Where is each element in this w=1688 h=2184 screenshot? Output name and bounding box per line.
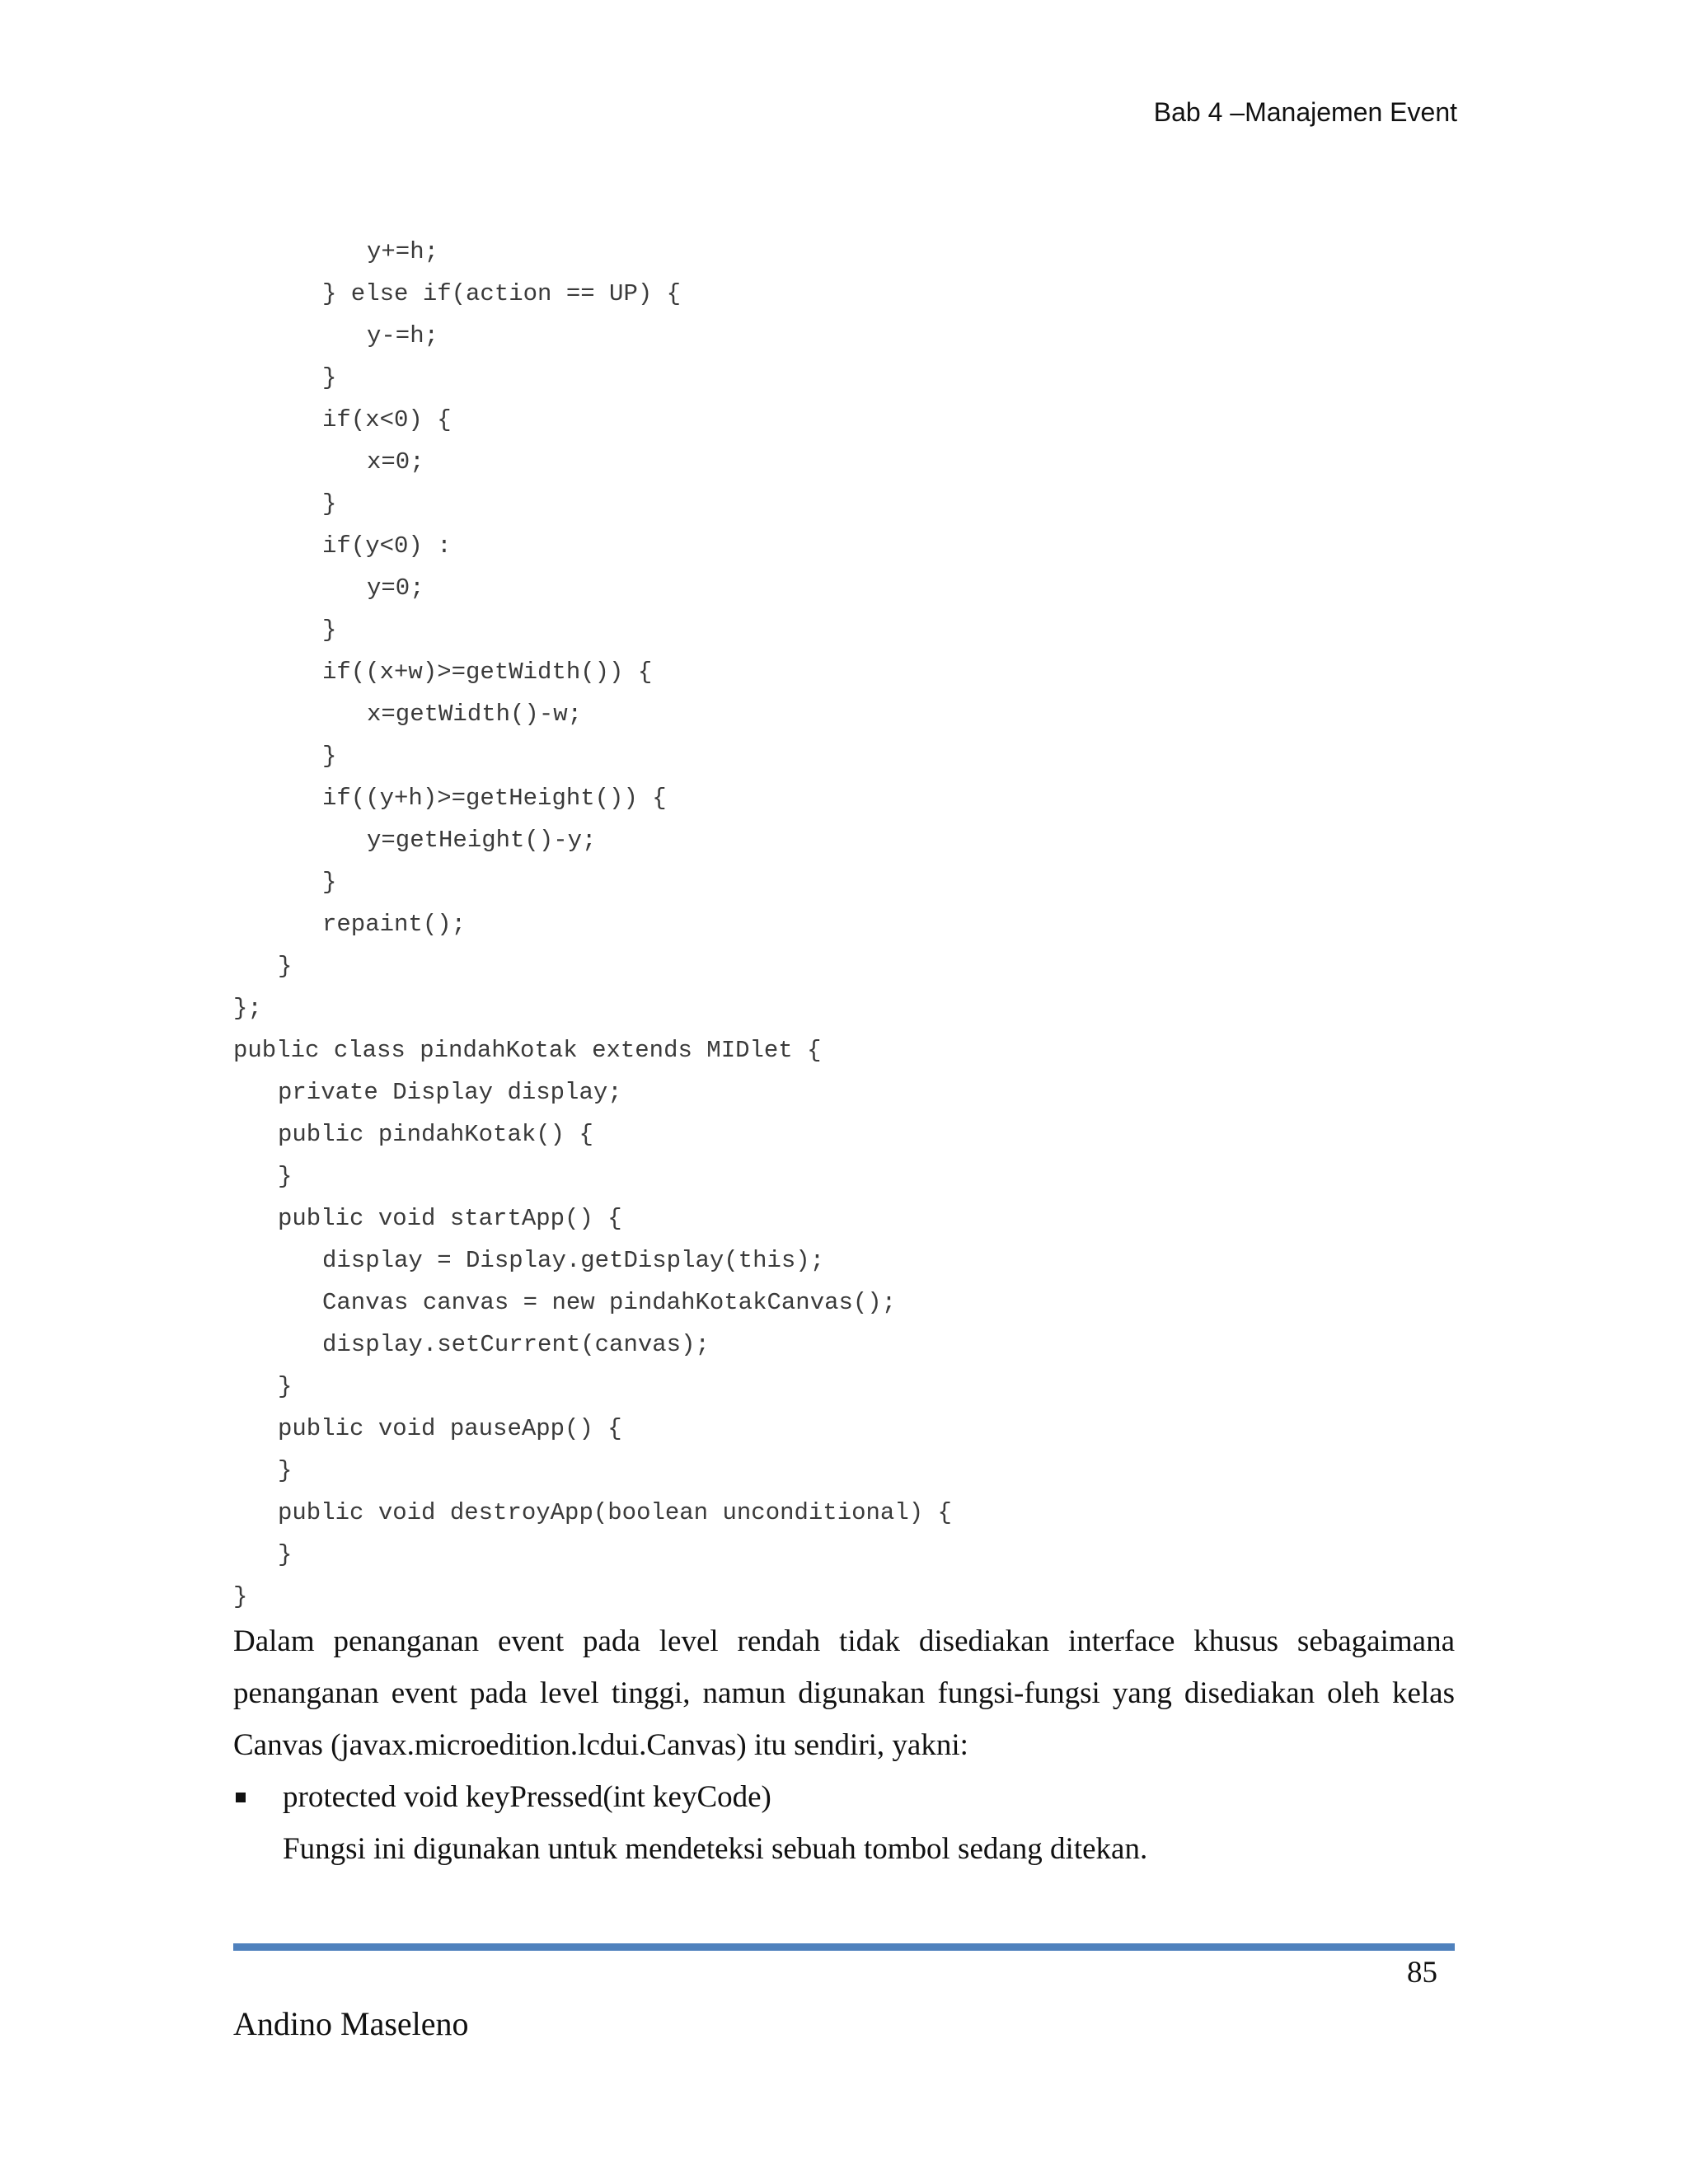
- code-line: public void startApp() {: [278, 1205, 622, 1232]
- code-line: x=getWidth()-w;: [367, 701, 583, 728]
- code-line: y+=h;: [367, 238, 439, 265]
- code-line: y=getHeight()-y;: [367, 827, 597, 854]
- body-paragraph: Dalam penanganan event pada level rendah tidak disediakan interface khusus sebagaimana penanganan event pada level tinggi, namun digunakan fungsi-fungsi yang disediakan oleh kelas Canvas (javax.microedition.lcdui.Canvas) itu sendiri, yakni:: [233, 1624, 1455, 1762]
- code-line: if(y<0) :: [322, 532, 452, 560]
- code-line: }: [322, 364, 337, 391]
- page-number: 85: [1407, 1956, 1437, 1990]
- chapter-header: Bab 4 –Manajemen Event: [1153, 97, 1457, 127]
- code-line: }: [322, 616, 337, 644]
- list-item: [233, 1771, 1455, 1823]
- code-line: }: [233, 1583, 248, 1610]
- code-line: repaint();: [322, 911, 467, 938]
- code-line: public pindahKotak() {: [278, 1121, 593, 1148]
- code-line: y=0;: [367, 574, 424, 602]
- code-line: public void destroyApp(boolean unconditional) {: [278, 1499, 952, 1526]
- code-line: display = Display.getDisplay(this);: [322, 1247, 825, 1274]
- code-line: y-=h;: [367, 322, 439, 349]
- code-line: x=0;: [367, 448, 424, 476]
- footer-divider: [233, 1943, 1455, 1951]
- code-line: } else if(action == UP) {: [322, 280, 682, 307]
- code-line: public void pauseApp() {: [278, 1415, 622, 1442]
- code-line: }: [322, 490, 337, 518]
- code-line: public class pindahKotak extends MIDlet {: [233, 1037, 822, 1064]
- code-line: }: [322, 869, 337, 896]
- code-line: }: [278, 1373, 293, 1400]
- code-line: if((y+h)>=getHeight()) {: [322, 785, 667, 812]
- method-list: [233, 1771, 1455, 1823]
- code-line: }: [322, 743, 337, 770]
- method-signature: protected void keyPressed(int keyCode): [283, 1780, 771, 1814]
- square-bullet-icon: [236, 1793, 246, 1802]
- code-line: };: [233, 995, 262, 1022]
- code-line: }: [278, 953, 293, 980]
- code-line: }: [278, 1457, 293, 1484]
- author-name: Andino Maseleno: [233, 2005, 469, 2042]
- code-listing: [233, 231, 952, 1618]
- code-line: if(x<0) {: [322, 406, 452, 434]
- code-line: Canvas canvas = new pindahKotakCanvas();: [322, 1289, 897, 1316]
- method-description: Fungsi ini digunakan untuk mendeteksi sebuah tombol sedang ditekan.: [283, 1832, 1148, 1866]
- code-line: }: [278, 1541, 293, 1568]
- code-line: }: [278, 1163, 293, 1190]
- body-text: [233, 1615, 1455, 1875]
- code-line: private Display display;: [278, 1079, 622, 1106]
- code-line: if((x+w)>=getWidth()) {: [322, 658, 653, 686]
- code-line: display.setCurrent(canvas);: [322, 1331, 710, 1358]
